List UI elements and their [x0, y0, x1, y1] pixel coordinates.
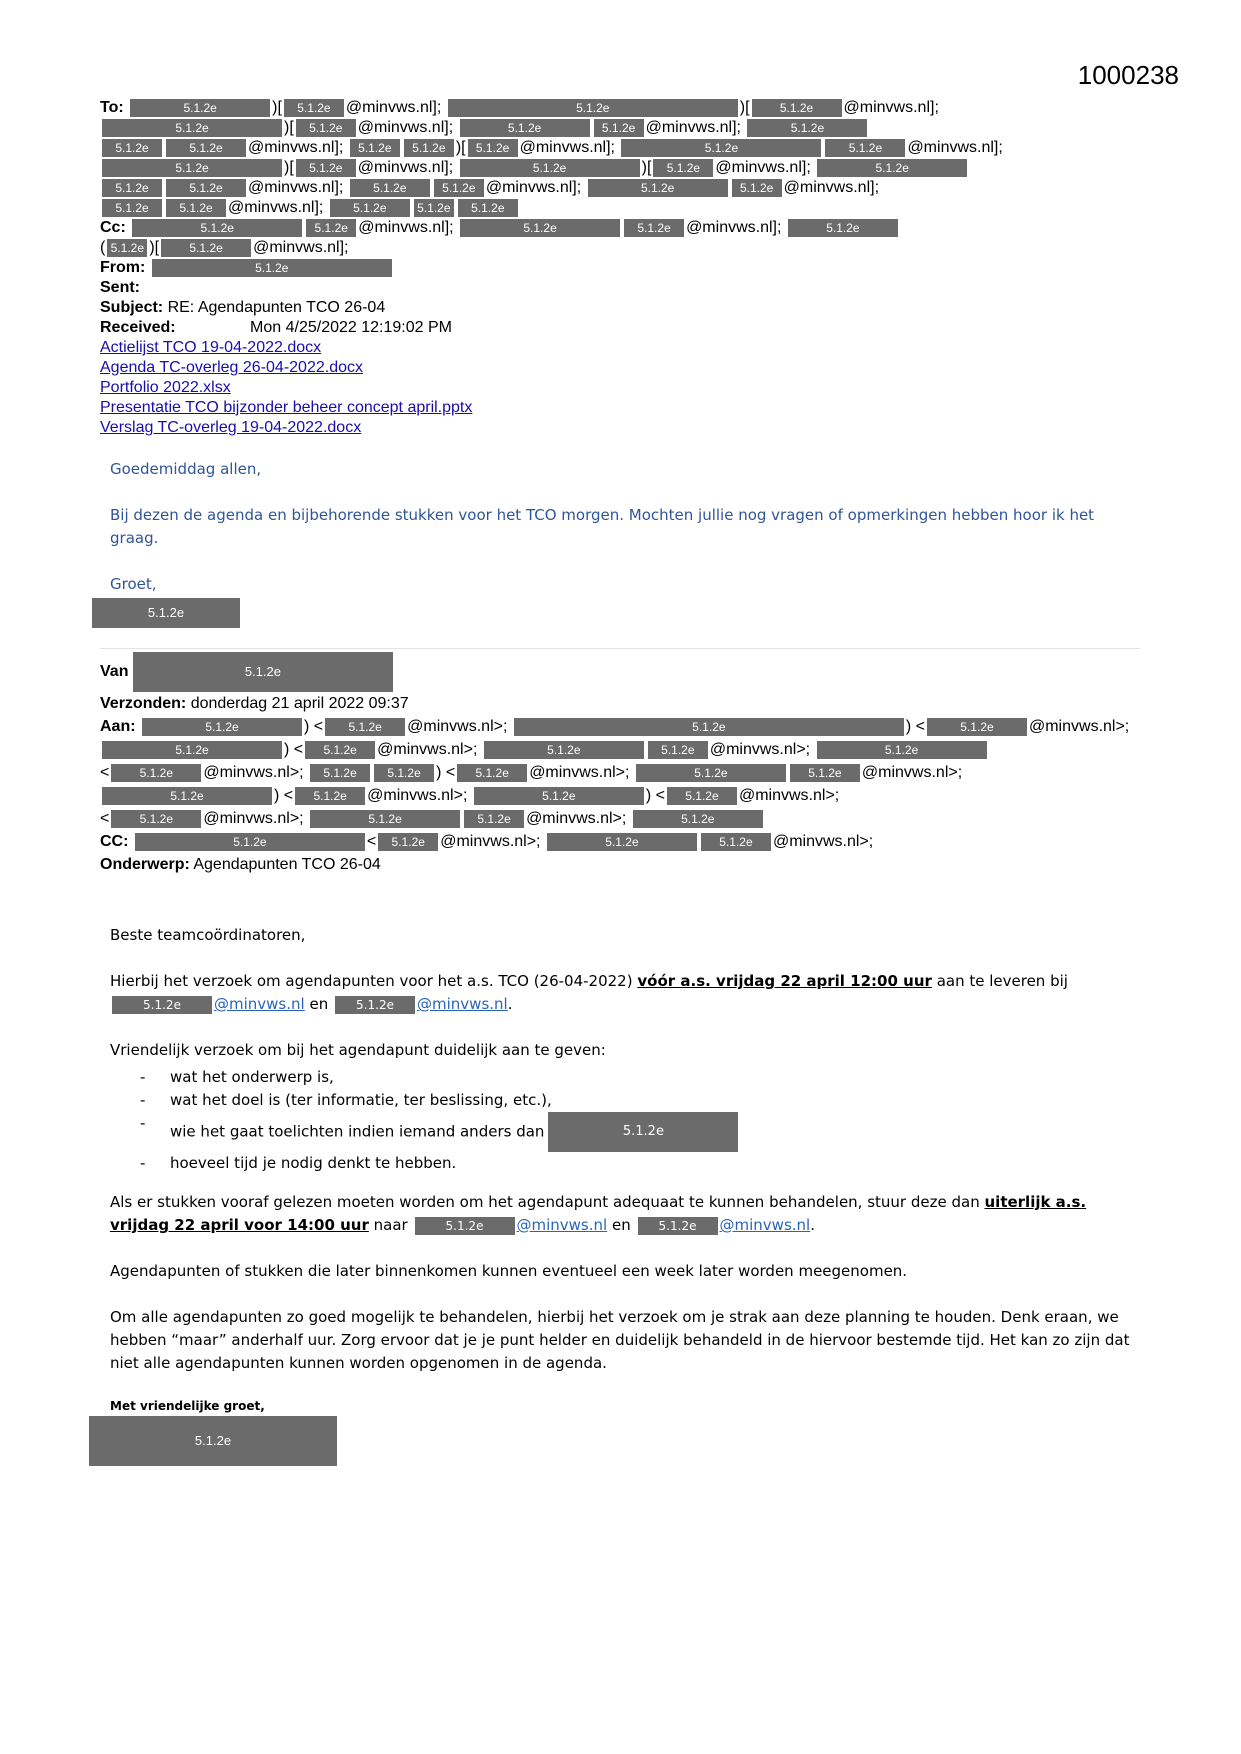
redaction: 5.1.2e: [296, 119, 356, 137]
redaction: 5.1.2e: [588, 179, 728, 197]
verzonden-label: Verzonden:: [100, 695, 187, 712]
redaction: 5.1.2e: [817, 159, 967, 177]
email-header: [100, 98, 1140, 438]
aan-label: Aan:: [100, 718, 136, 735]
redaction: 5.1.2e: [166, 179, 246, 197]
redaction: 5.1.2e: [107, 239, 147, 257]
redaction: 5.1.2e: [310, 764, 370, 782]
email-domain: @minvws.nl];: [357, 119, 454, 136]
redaction: 5.1.2e: [166, 199, 226, 217]
redaction: 5.1.2e: [350, 139, 400, 157]
email-domain: @minvws.nl>;: [709, 741, 811, 758]
email-domain: @minvws.nl];: [715, 159, 811, 176]
redaction: 5.1.2e: [667, 787, 737, 805]
signoff: Met vriendelijke groet,: [110, 1399, 265, 1413]
redaction: 5.1.2e: [102, 119, 282, 137]
redaction: 5.1.2e: [458, 199, 518, 217]
email-link[interactable]: @minvws.nl: [719, 1216, 811, 1234]
redaction: 5.1.2e: [636, 764, 786, 782]
original-body: [110, 924, 1130, 1418]
onderwerp-label: Onderwerp:: [100, 856, 190, 873]
redaction: 5.1.2e: [638, 1217, 718, 1235]
forwarded-header: [100, 652, 1140, 876]
redaction: 5.1.2e: [448, 99, 738, 117]
reply-greeting: Goedemiddag allen,: [110, 460, 262, 478]
redaction: 5.1.2e: [296, 159, 356, 177]
document-id: 1000238: [1077, 60, 1179, 90]
list-item-text: wie het gaat toelichten indien iemand anders dan: [170, 1122, 545, 1141]
email-domain: @minvws.nl];: [645, 119, 741, 136]
email-domain: @minvws.nl>;: [526, 810, 627, 827]
redaction: 5.1.2e: [111, 810, 201, 828]
redaction: 5.1.2e: [927, 718, 1027, 736]
aan-row: < 5.1.2e @minvws.nl>; 5.1.2e 5.1.2e @minvws.nl>; 5.1.2e: [100, 807, 1140, 830]
redaction: 5.1.2e: [752, 99, 842, 117]
p3-text-end: naar: [373, 1216, 408, 1234]
attachments-list: [100, 338, 1140, 438]
list-item: - hoeveel tijd je nodig denkt te hebben.: [140, 1152, 1130, 1175]
redaction: 5.1.2e: [325, 718, 405, 736]
cc-label: Cc:: [100, 219, 126, 236]
p1-text-end: aan te leveren bij: [936, 972, 1068, 990]
email-link[interactable]: @minvws.nl: [516, 1216, 608, 1234]
email-domain: @minvws.nl>;: [377, 741, 478, 758]
redaction: 5.1.2e: [460, 159, 640, 177]
email-domain: @minvws.nl];: [907, 139, 1003, 156]
redaction: 5.1.2e: [130, 99, 270, 117]
redaction: 5.1.2e: [350, 179, 430, 197]
onderwerp-value: Agendapunten TCO 26-04: [193, 856, 381, 873]
original-greeting: Beste teamcoördinatoren,: [110, 926, 306, 944]
to-row: 5.1.2e )[ 5.1.2e @minvws.nl]; 5.1.2e 5.1.2e @minvws.nl]; 5.1.2e: [100, 118, 1140, 138]
redaction: 5.1.2e: [306, 219, 356, 237]
to-row: 5.1.2e )[ 5.1.2e @minvws.nl]; 5.1.2e )[ 5.1.2e @minvws.nl]; 5.1.2e: [100, 158, 1140, 178]
email-domain: @minvws.nl>;: [203, 764, 304, 781]
received-label: Received:: [100, 319, 176, 336]
p3-deadline: uiterlijk a.s. vrijdag 22 april voor 14:00 uur: [110, 1193, 1087, 1234]
redaction: 5.1.2e: [142, 718, 302, 736]
received-row: [100, 318, 1140, 338]
redaction: 5.1.2e: [102, 159, 282, 177]
email-domain: @minvws.nl];: [519, 139, 615, 156]
redaction: 5.1.2e: [295, 787, 365, 805]
redaction: 5.1.2e: [547, 833, 697, 851]
redaction: 5.1.2e: [135, 833, 365, 851]
redaction: 5.1.2e: [460, 119, 590, 137]
p1-deadline: vóór a.s. vrijdag 22 april 12:00 uur: [637, 972, 932, 990]
sent-label: Sent:: [100, 279, 140, 296]
redaction: 5.1.2e: [374, 764, 434, 782]
redaction: 5.1.2e: [414, 199, 454, 217]
to-row: [100, 178, 1140, 198]
to-row: [100, 198, 1140, 218]
redaction: 5.1.2e: [633, 810, 763, 828]
subject-label: Subject:: [100, 299, 164, 316]
attachment-link[interactable]: Portfolio 2022.xlsx: [100, 379, 231, 396]
signature-redaction: 5.1.2e: [92, 598, 240, 628]
redaction: 5.1.2e: [514, 718, 904, 736]
redaction: 5.1.2e: [102, 139, 162, 157]
redaction: 5.1.2e: [457, 764, 527, 782]
redaction: 5.1.2e: [415, 1217, 515, 1235]
redaction: 5.1.2e: [330, 199, 410, 217]
email-domain: @minvws.nl];: [253, 239, 349, 256]
email-domain: @minvws.nl];: [345, 99, 442, 116]
list-item: [140, 1112, 1130, 1152]
redaction: 5.1.2e: [460, 219, 620, 237]
reply-body: [110, 458, 1130, 596]
van-label: Van: [100, 663, 129, 681]
email-link[interactable]: @minvws.nl: [417, 995, 508, 1013]
reply-closing: Groet,: [110, 575, 157, 593]
redaction: 5.1.2e: [152, 259, 392, 277]
redaction: 5.1.2e: [747, 119, 867, 137]
redaction: 5.1.2e: [648, 741, 708, 759]
list-item: - wat het doel is (ter informatie, ter beslissing, etc.),: [140, 1089, 1130, 1112]
subject-value: RE: Agendapunten TCO 26-04: [167, 299, 386, 316]
redaction: 5.1.2e: [548, 1112, 738, 1152]
email-domain: @minvws.nl];: [357, 159, 454, 176]
redaction: 5.1.2e: [788, 219, 898, 237]
redaction: 5.1.2e: [594, 119, 644, 137]
email-link[interactable]: @minvws.nl: [214, 995, 305, 1013]
redaction: 5.1.2e: [284, 99, 344, 117]
email-domain: @minvws.nl>;: [440, 833, 541, 850]
email-domain: @minvws.nl>;: [367, 787, 468, 804]
redaction: 5.1.2e: [732, 179, 782, 197]
from-label: From:: [100, 259, 146, 276]
redaction: 5.1.2e: [484, 741, 644, 759]
received-value: Mon 4/25/2022 12:19:02 PM: [250, 319, 452, 336]
redaction: 5.1.2e: [102, 179, 162, 197]
aan-row: 5.1.2e ) < 5.1.2e @minvws.nl>; 5.1.2e ) < 5.1.2e @minvws.nl>;: [100, 784, 1140, 807]
email-domain: @minvws.nl];: [358, 219, 454, 236]
redaction: 5.1.2e: [404, 139, 454, 157]
email-domain: @minvws.nl];: [783, 179, 880, 196]
redaction: 5.1.2e: [102, 787, 272, 805]
van-row: [100, 652, 1140, 692]
to-row: To: 5.1.2e )[ 5.1.2e @minvws.nl]; 5.1.2e )[ 5.1.2e @minvws.nl];: [100, 99, 939, 116]
email-domain: @minvws.nl];: [686, 219, 782, 236]
to-row: 5.1.2e 5.1.2e @minvws.nl]; 5.1.2e 5.1.2e )[ 5.1.2e @minvws.nl]; 5.1.2e 5.1.2e @minvws.nl];: [100, 138, 1140, 158]
list-item: - wat het onderwerp is,: [140, 1066, 1130, 1089]
cc-row: [100, 218, 1140, 238]
redaction: 5.1.2e: [825, 139, 905, 157]
redaction: 5.1.2e: [102, 741, 282, 759]
redaction: 5.1.2e: [434, 179, 484, 197]
email-domain: @minvws.nl];: [248, 179, 344, 196]
email-domain: @minvws.nl>;: [861, 764, 963, 781]
cc-row: ( 5.1.2e )[ 5.1.2e @minvws.nl];: [100, 239, 349, 256]
email-domain: @minvws.nl>;: [738, 787, 840, 804]
aan-row: < 5.1.2e @minvws.nl>; 5.1.2e 5.1.2e ) < 5.1.2e @minvws.nl>; 5.1.2e 5.1.2e @minvws.nl>;: [100, 764, 963, 781]
redaction: 5.1.2e: [464, 810, 524, 828]
email-domain: @minvws.nl>;: [203, 810, 304, 827]
aan-row: 5.1.2e ) < 5.1.2e @minvws.nl>; 5.1.2e 5.1.2e @minvws.nl>; 5.1.2e: [100, 738, 1140, 761]
attachment-link[interactable]: Agenda TC-overleg 26-04-2022.docx: [100, 359, 363, 376]
redaction: 5.1.2e: [166, 139, 246, 157]
paragraph-1: Hierbij het verzoek om agendapunten voor het a.s. TCO (26-04-2022) vóór a.s. vrijdag 22 april 12:00 uur aan te leveren bij 5.1.2e @minvws.nl en 5.1.2e @minvws.nl.: [110, 972, 1068, 1013]
subject-row: [100, 298, 1140, 318]
sent-row: [100, 278, 1140, 298]
redaction: 5.1.2e: [161, 239, 251, 257]
onderwerp-row: [100, 853, 1140, 876]
redaction: 5.1.2e: [335, 996, 415, 1014]
redaction: 5.1.2e: [653, 159, 713, 177]
cc-label: CC:: [100, 833, 129, 850]
verzonden-row: [100, 692, 1140, 715]
email-domain: @minvws.nl>;: [1028, 718, 1130, 735]
redaction: 5.1.2e: [111, 764, 201, 782]
redaction: 5.1.2e: [817, 741, 987, 759]
email-domain: @minvws.nl>;: [772, 833, 874, 850]
email-domain: @minvws.nl];: [228, 199, 324, 216]
paragraph-3: Als er stukken vooraf gelezen moeten worden om het agendapunt adequaat te kunnen behandelen, stuur deze dan uiterlijk a.s. vrijdag 22 april voor 14:00 uur naar 5.1.2e @minvws.nl en 5.1.2e @minvws.nl.: [110, 1193, 1087, 1234]
redaction: 5.1.2e: [474, 787, 644, 805]
redaction: 5.1.2e: [133, 652, 393, 692]
and-text: en: [309, 995, 329, 1013]
p3-text: Als er stukken vooraf gelezen moeten worden om het agendapunt adequaat te kunnen behandelen, stuur deze dan: [110, 1193, 980, 1211]
cc-row: CC: 5.1.2e < 5.1.2e @minvws.nl>; 5.1.2e 5.1.2e @minvws.nl>;: [100, 833, 874, 850]
redaction: 5.1.2e: [621, 139, 821, 157]
aan-row: Aan: 5.1.2e ) < 5.1.2e @minvws.nl>; 5.1.2e ) < 5.1.2e @minvws.nl>;: [100, 718, 1130, 735]
redaction: 5.1.2e: [132, 219, 302, 237]
redaction: 5.1.2e: [102, 199, 162, 217]
email-domain: @minvws.nl];: [843, 99, 939, 116]
attachment-link[interactable]: Verslag TC-overleg 19-04-2022.docx: [100, 419, 362, 436]
reply-text: Bij dezen de agenda en bijbehorende stukken voor het TCO morgen. Mochten jullie nog vragen of opmerkingen hebben hoor ik het graag.: [110, 506, 1095, 547]
email-domain: @minvws.nl];: [485, 179, 582, 196]
paragraph-5: Om alle agendapunten zo goed mogelijk te behandelen, hierbij het verzoek om je strak aan deze planning te houden. Denk eraan, we hebben “maar” anderhalf uur. Zorg ervoor dat je je punt helder en duidelijk behandeld in de hiervoor bestemde tijd. Het kan zo zijn dat niet alle agendapunten kunnen worden opgenomen in de agenda.: [110, 1308, 1130, 1372]
redaction: 5.1.2e: [305, 741, 375, 759]
divider: [100, 648, 1140, 649]
p1-text: Hierbij het verzoek om agendapunten voor het a.s. TCO (26-04-2022): [110, 972, 633, 990]
redaction: 5.1.2e: [624, 219, 684, 237]
email-domain: @minvws.nl];: [248, 139, 344, 156]
attachment-link[interactable]: Presentatie TCO bijzonder beheer concept april.pptx: [100, 399, 473, 416]
redaction: 5.1.2e: [468, 139, 518, 157]
signature-redaction: 5.1.2e: [89, 1416, 337, 1466]
redaction: 5.1.2e: [790, 764, 860, 782]
to-label: To:: [100, 99, 124, 116]
redaction: 5.1.2e: [378, 833, 438, 851]
paragraph-4: Agendapunten of stukken die later binnenkomen kunnen eventueel een week later worden meegenomen.: [110, 1262, 908, 1280]
attachment-link[interactable]: Actielijst TCO 19-04-2022.docx: [100, 339, 322, 356]
redaction: 5.1.2e: [701, 833, 771, 851]
redaction: 5.1.2e: [310, 810, 460, 828]
from-row: [100, 258, 1140, 278]
email-domain: @minvws.nl>;: [529, 764, 630, 781]
verzonden-value: donderdag 21 april 2022 09:37: [190, 695, 409, 712]
criteria-list: [140, 1066, 1130, 1175]
redaction: 5.1.2e: [112, 996, 212, 1014]
and-text: en: [611, 1216, 631, 1234]
email-domain: @minvws.nl>;: [407, 718, 508, 735]
paragraph-2: Vriendelijk verzoek om bij het agendapunt duidelijk aan te geven:: [110, 1041, 606, 1059]
